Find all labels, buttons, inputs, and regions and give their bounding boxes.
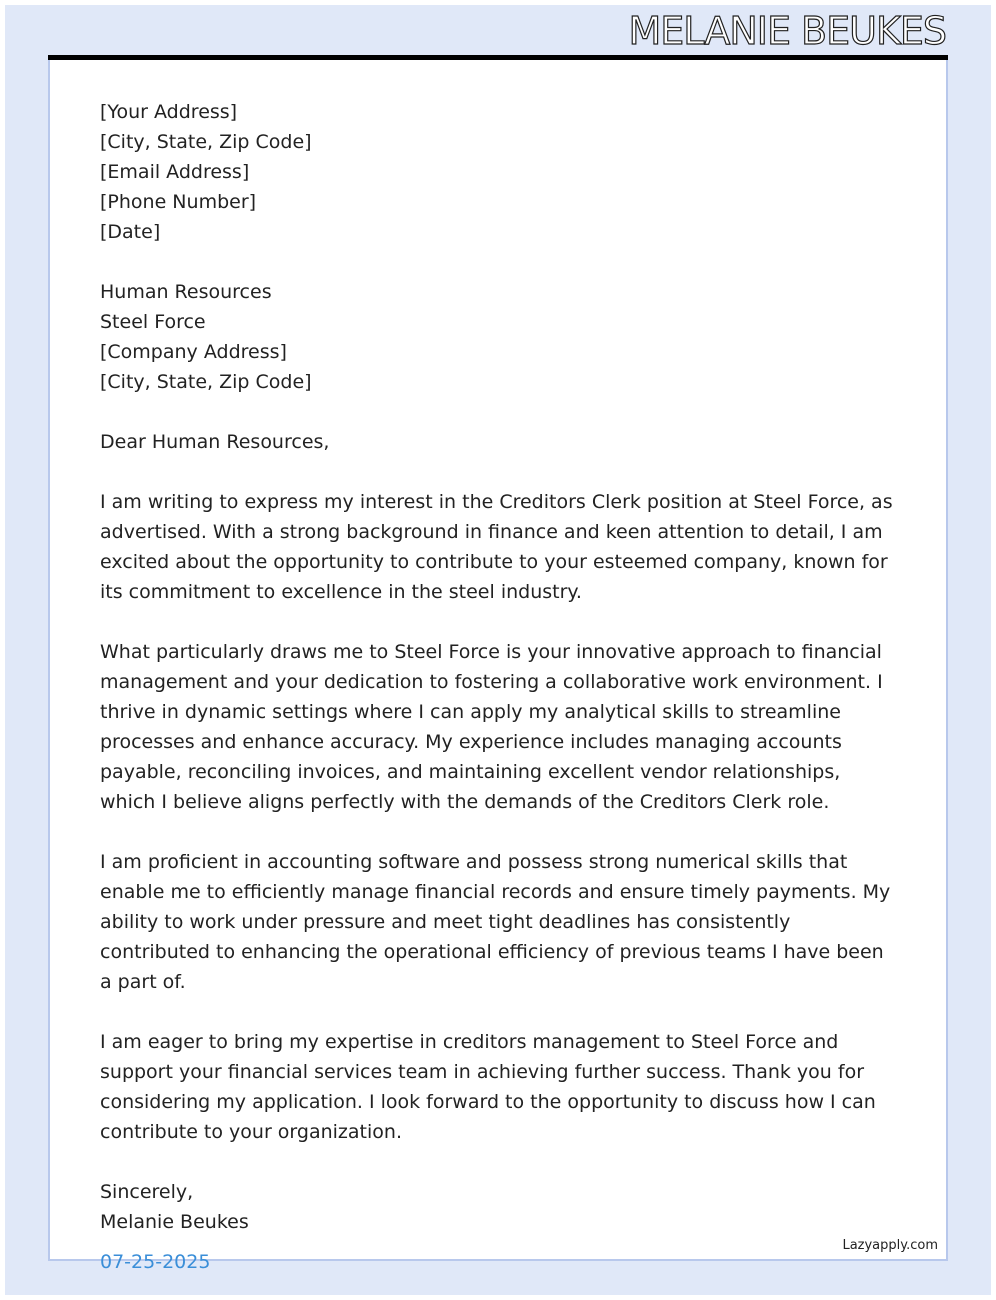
body-paragraph-3: I am proficient in accounting software and possess strong numerical skills that enable me to efficiently manage financial records and ensure timely payments. My ability to work under pressure and meet tight deadlines has consistently contributed to enhancing the operational efficiency of previous teams I have been a part of. — [100, 851, 891, 993]
recipient-department: Human Resources — [100, 281, 272, 303]
applicant-name-header: MELANIE BEUKES — [628, 9, 946, 53]
sender-email: [Email Address] — [100, 161, 250, 183]
body-paragraph-2: What particularly draws me to Steel Force is your innovative approach to financial management and your dedication to fostering a collaborative work environment. I thrive in dynamic settings where I can apply my analytical skills to streamline processes and enhance accuracy. My experience includes managing accounts payable, reconciling invoices, and maintaining excellent vendor relationships, which I believe aligns perfectly with the demands of the Creditors Clerk role. — [100, 641, 883, 813]
sender-address: [Your Address] — [100, 101, 238, 123]
signature: Melanie Beukes — [100, 1211, 249, 1233]
recipient-city-state-zip: [City, State, Zip Code] — [100, 371, 312, 393]
sender-block — [100, 97, 900, 247]
body-paragraph-1: I am writing to express my interest in the Creditors Clerk position at Steel Force, as advertised. With a strong background in finance and keen attention to detail, I am excited about the opportunity to contribute to your esteemed company, known for its commitment to excellence in the steel industry. — [100, 491, 893, 603]
letter-content — [100, 97, 900, 1277]
recipient-company: Steel Force — [100, 311, 206, 333]
sender-city-state-zip: [City, State, Zip Code] — [100, 131, 312, 153]
body-paragraph-4: I am eager to bring my expertise in creditors management to Steel Force and support your financial services team in achieving further success. Thank you for considering my application. I look forward to the opportunity to discuss how I can contribute to your organization. — [100, 1031, 876, 1143]
sender-phone: [Phone Number] — [100, 191, 257, 213]
recipient-block — [100, 277, 900, 397]
watermark: Lazyapply.com — [842, 1238, 938, 1253]
letter-page — [48, 60, 948, 1273]
date-stamp: 07-25-2025 — [100, 1251, 211, 1273]
closing: Sincerely, — [100, 1181, 194, 1203]
sender-date: [Date] — [100, 221, 161, 243]
recipient-address: [Company Address] — [100, 341, 287, 363]
salutation: Dear Human Resources, — [100, 431, 330, 453]
